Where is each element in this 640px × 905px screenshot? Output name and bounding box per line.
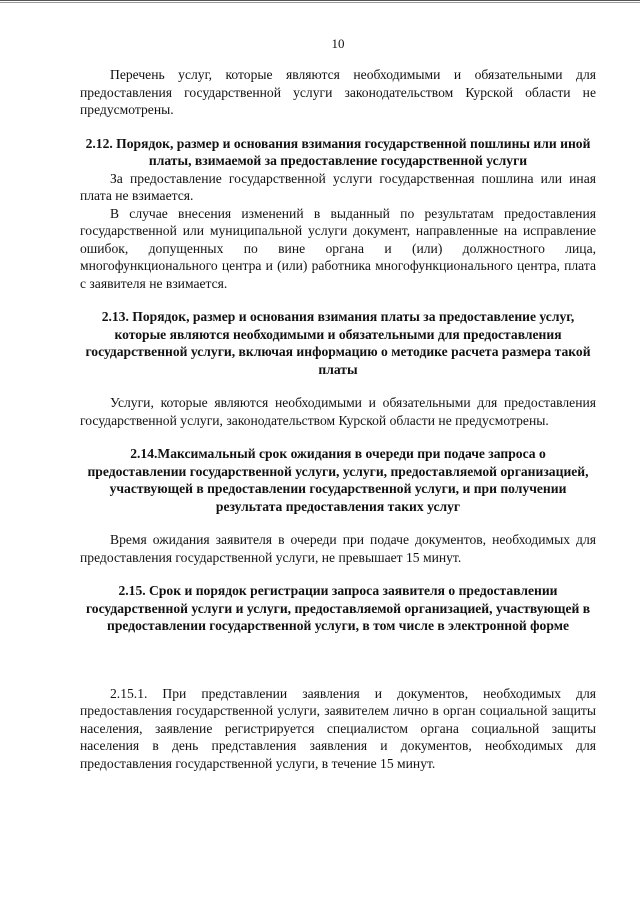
paragraph-services-list: Перечень услуг, которые являются необходимыми и обязательными для предоставления государственной услуги законодательством Курской области не предусмотрены. <box>80 67 596 117</box>
top-border-line <box>0 0 640 3</box>
heading-2-14: 2.14.Максимальный срок ожидания в очереди при подаче запроса о предоставлении государственной услуги, услуги, предоставляемой организацией, участвующей в предоставлении государственной услуги, и при получении результата предоставления таких услуг <box>87 446 589 514</box>
heading-2-12: 2.12. Порядок, размер и основания взимания государственной пошлины или иной платы, взимаемой за предоставление государственной услуги <box>85 135 591 168</box>
document-page <box>80 36 596 772</box>
paragraph-no-fee: За предоставление государственной услуги государственная пошлина или иная плата не взимается. <box>80 170 596 203</box>
paragraph-2-15-1: 2.15.1. При представлении заявления и документов, необходимых для предоставления государственной услуги, заявителем лично в орган социальной защиты населения, заявление регистрируется специалистом органа социальной защиты населения в день представления заявления и документов, необходимых для предоставления государственной услуги, в течение 15 минут. <box>80 685 596 771</box>
heading-2-15: 2.15. Срок и порядок регистрации запроса заявителя о предоставлении государственной услуги и услуги, предоставляемой организацией, участвующей в предоставлении государственной услуги, в том числе в электронной форме <box>85 583 591 633</box>
heading-2-13: 2.13. Порядок, размер и основания взимания платы за предоставление услуг, которые являются необходимыми и обязательными для предоставления государственной услуги, включая информацию о методике расчета размера такой платы <box>85 309 591 377</box>
page-number: 10 <box>331 36 345 51</box>
paragraph-services-not-provided: Услуги, которые являются необходимыми и обязательными для предоставления государственной услуги, законодательством Курской области не предусмотрены. <box>80 395 596 428</box>
paragraph-correction-no-fee: В случае внесения изменений в выданный по результатам предоставления государственной или муниципальной услуги документ, направленные на исправление ошибок, допущенных по вине органа и (или) должностного лица, многофункционального центра и (или) работника многофункционального центра, плата с заявителя не взимается. <box>80 205 596 291</box>
paragraph-waiting-time: Время ожидания заявителя в очереди при подаче документов, необходимых для предоставления государственной услуги, не превышает 15 минут. <box>80 532 596 565</box>
